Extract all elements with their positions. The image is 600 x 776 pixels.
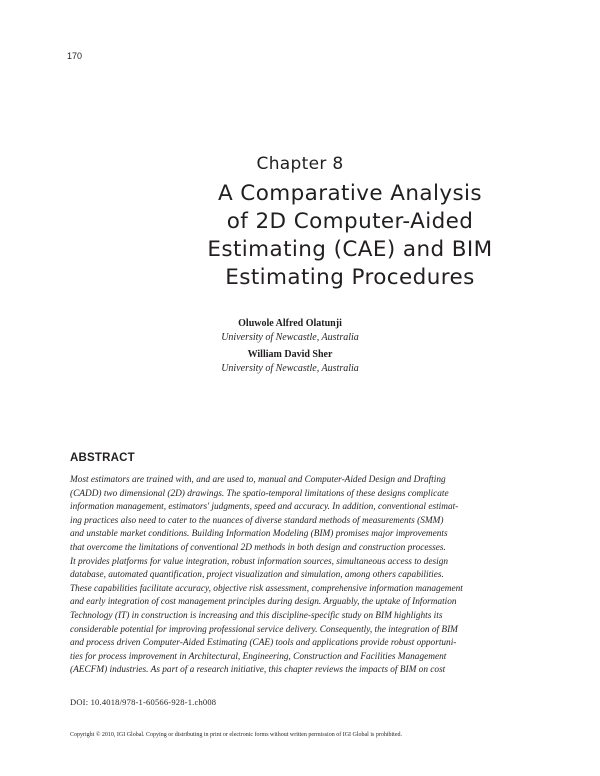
author-affiliation: University of Newcastle, Australia [221, 363, 359, 374]
author-name: William David Sher [247, 349, 333, 360]
chapter-label: Chapter 8 [256, 154, 344, 174]
abstract-line: and unstable market conditions. Building Information Modeling (BIM) promises major improvements [70, 529, 448, 540]
author-block-2 [0, 348, 580, 376]
abstract-line: ing practices also need to cater to the nuances of diverse standard methods of measurements (SMM) [70, 515, 444, 526]
abstract-line: considerable potential for improving professional service delivery. Consequently, the integration of BIM [70, 624, 458, 635]
copyright-notice: Copyright © 2010, IGI Global. Copying or distributing in print or electronic forms without written permission of IGI Global is prohibited. [70, 732, 403, 738]
abstract-line: database, automated quantification, project visualization and simulation, among others capabilities. [70, 570, 444, 581]
abstract-line: It provides platforms for value integration, robust information sources, simultaneous access to design [70, 556, 449, 567]
abstract-line: information management, estimators' judgments, speed and accuracy. In addition, conventional estimat- [70, 502, 459, 513]
abstract-line: that overcome the limitations of conventional 2D methods in both design and construction processes. [70, 542, 446, 553]
chapter-title [60, 180, 600, 292]
author-name: Oluwole Alfred Olatunji [238, 318, 342, 329]
abstract-line: These capabilities facilitate accuracy, objective risk assessment, comprehensive information management [70, 583, 463, 594]
abstract-line: (CADD) two dimensional (2D) drawings. The spatio-temporal limitations of these designs complicate [70, 488, 449, 499]
author-block-1 [0, 317, 580, 345]
author-affiliation: University of Newcastle, Australia [221, 332, 359, 343]
chapter-title-line: A Comparative Analysis [217, 181, 483, 206]
abstract-line: and process driven Computer-Aided Estimating (CAE) tools and applications provide robust opportuni- [70, 638, 457, 649]
abstract-line: and early integration of cost management principles during design. Arguably, the uptake of Information [70, 597, 457, 608]
chapter-title-line: Estimating Procedures [225, 265, 475, 290]
chapter-title-line: of 2D Computer-Aided [226, 209, 474, 234]
abstract-body [70, 474, 532, 678]
abstract-line: ties for process improvement in Architectural, Engineering, Construction and Facilities Management [70, 651, 447, 662]
doi-reference: DOI: 10.4018/978-1-60566-928-1.ch008 [70, 697, 217, 707]
page-number: 170 [67, 51, 83, 61]
abstract-line: (AECFM) industries. As part of a research initiative, this chapter reviews the impacts of BIM on cost [70, 665, 446, 676]
abstract-line: Technology (IT) in construction is increasing and this discipline-specific study on BIM highlights its [70, 610, 443, 621]
abstract-line: Most estimators are trained with, and are used to, manual and Computer-Aided Design and Drafting [70, 475, 446, 485]
abstract-heading: ABSTRACT [70, 452, 135, 464]
chapter-title-line: Estimating (CAE) and BIM [207, 237, 493, 262]
